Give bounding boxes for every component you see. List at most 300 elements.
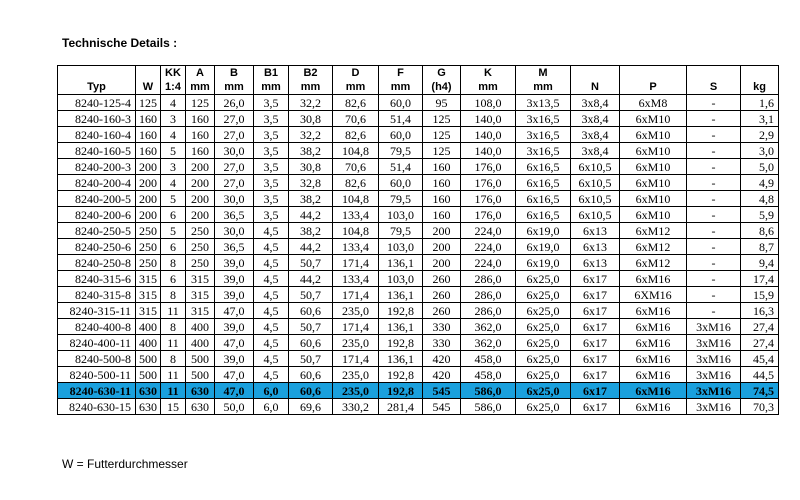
table-cell: 50,7 — [289, 351, 333, 367]
table-cell: 420 — [423, 367, 461, 383]
table-cell: 3,5 — [254, 159, 289, 175]
table-cell: 250 — [136, 255, 161, 271]
table-cell: 60,6 — [289, 383, 333, 399]
header_top-cell — [741, 66, 779, 80]
table-cell: 82,6 — [333, 95, 379, 111]
table-cell: 44,2 — [289, 271, 333, 287]
table-cell: 6x13 — [571, 255, 620, 271]
table-cell: 4,5 — [254, 335, 289, 351]
table-cell: 8 — [161, 287, 186, 303]
type-cell: 8240-160-5 — [58, 143, 136, 159]
table-cell: 27,0 — [215, 111, 254, 127]
table-cell: 586,0 — [461, 383, 516, 399]
table-cell: 200 — [186, 159, 215, 175]
table-row — [58, 239, 779, 255]
table-cell: 3,5 — [254, 95, 289, 111]
table-cell: 160 — [423, 159, 461, 175]
table-cell: 330,2 — [333, 399, 379, 415]
table-row — [58, 303, 779, 319]
table-cell: 6x19,0 — [516, 239, 571, 255]
table-cell: 3,5 — [254, 143, 289, 159]
table-cell: 26,0 — [215, 95, 254, 111]
table-cell: 8 — [161, 255, 186, 271]
header-row-bottom — [58, 79, 779, 95]
table-cell: 6,0 — [254, 383, 289, 399]
table-cell: - — [687, 287, 741, 303]
table-cell: 315 — [186, 287, 215, 303]
table-cell: 79,5 — [379, 143, 423, 159]
table-cell: 6 — [161, 271, 186, 287]
table-cell: 330 — [423, 335, 461, 351]
table-cell: 5 — [161, 191, 186, 207]
table-cell: 60,6 — [289, 303, 333, 319]
table-cell: 15,9 — [741, 287, 779, 303]
table-cell: 235,0 — [333, 335, 379, 351]
table-cell: - — [687, 255, 741, 271]
type-cell: 8240-500-11 — [58, 367, 136, 383]
technical-details-table — [57, 65, 779, 415]
table-cell: 79,5 — [379, 223, 423, 239]
table-cell: 60,6 — [289, 335, 333, 351]
table-cell: 5 — [161, 143, 186, 159]
type-cell: 8240-400-8 — [58, 319, 136, 335]
table-cell: 27,0 — [215, 175, 254, 191]
table-row — [58, 367, 779, 383]
table-cell: 32,2 — [289, 127, 333, 143]
table-cell: 4,5 — [254, 351, 289, 367]
table-cell: 6xM10 — [620, 175, 687, 191]
table-cell: 235,0 — [333, 367, 379, 383]
table-row — [58, 127, 779, 143]
table-cell: 6x17 — [571, 287, 620, 303]
table-cell: 6x25,0 — [516, 399, 571, 415]
table-row — [58, 143, 779, 159]
type-cell: 8240-125-4 — [58, 95, 136, 111]
type-cell: 8240-630-15 — [58, 399, 136, 415]
header_top-cell — [136, 66, 161, 80]
table-cell: 6xM12 — [620, 255, 687, 271]
table-cell: 36,5 — [215, 207, 254, 223]
table-cell: 171,4 — [333, 287, 379, 303]
type-cell: 8240-630-11 — [58, 383, 136, 399]
table-cell: 315 — [136, 271, 161, 287]
table-cell: 250 — [186, 239, 215, 255]
table-cell: 6x16,5 — [516, 191, 571, 207]
table-cell: 47,0 — [215, 383, 254, 399]
table-row — [58, 287, 779, 303]
table-cell: 3 — [161, 111, 186, 127]
header_top-cell: B1 — [254, 66, 289, 80]
table-cell: 545 — [423, 383, 461, 399]
table-cell: 6x17 — [571, 383, 620, 399]
table-cell: 4,8 — [741, 191, 779, 207]
header_bottom-cell: mm — [289, 79, 333, 95]
table-cell: 224,0 — [461, 255, 516, 271]
table-cell: 160 — [186, 127, 215, 143]
table-cell: 6 — [161, 239, 186, 255]
table-cell: 8,7 — [741, 239, 779, 255]
table-cell: 27,4 — [741, 319, 779, 335]
table-cell: - — [687, 239, 741, 255]
table-cell: 6x10,5 — [571, 191, 620, 207]
header_top-cell: D — [333, 66, 379, 80]
table-cell: 400 — [186, 335, 215, 351]
type-cell: 8240-500-8 — [58, 351, 136, 367]
table-cell: 8 — [161, 319, 186, 335]
table-cell: 500 — [136, 367, 161, 383]
table-cell: 30,0 — [215, 143, 254, 159]
table-cell: 27,0 — [215, 159, 254, 175]
table-cell: 15 — [161, 399, 186, 415]
table-cell: 4,5 — [254, 367, 289, 383]
table-row — [58, 335, 779, 351]
header_bottom-cell: W — [136, 79, 161, 95]
table-cell: 104,8 — [333, 143, 379, 159]
table-cell: 171,4 — [333, 255, 379, 271]
table-cell: 400 — [186, 319, 215, 335]
table-cell: 176,0 — [461, 207, 516, 223]
table-cell: 4,5 — [254, 303, 289, 319]
table-cell: 200 — [423, 223, 461, 239]
table-cell: 176,0 — [461, 175, 516, 191]
table-cell: 3,1 — [741, 111, 779, 127]
table-cell: 1,6 — [741, 95, 779, 111]
table-cell: 3,5 — [254, 127, 289, 143]
table-cell: 500 — [186, 367, 215, 383]
table-row — [58, 399, 779, 415]
table-cell: 3x8,4 — [571, 95, 620, 111]
table-cell: 6x25,0 — [516, 271, 571, 287]
table-cell: 6xM12 — [620, 223, 687, 239]
table-cell: 6x25,0 — [516, 367, 571, 383]
table-cell: 50,7 — [289, 319, 333, 335]
table-row — [58, 175, 779, 191]
table-cell: 500 — [186, 351, 215, 367]
table-cell: 6x17 — [571, 335, 620, 351]
table-cell: 6xM10 — [620, 111, 687, 127]
table-cell: 315 — [186, 271, 215, 287]
table-cell: 140,0 — [461, 127, 516, 143]
table-cell: 39,0 — [215, 255, 254, 271]
table-cell: 160 — [136, 111, 161, 127]
table-cell: 235,0 — [333, 383, 379, 399]
table-cell: 5,9 — [741, 207, 779, 223]
table-cell: 458,0 — [461, 367, 516, 383]
table-cell: 140,0 — [461, 143, 516, 159]
table-cell: 6xM16 — [620, 351, 687, 367]
table-cell: - — [687, 271, 741, 287]
table-cell: 30,0 — [215, 191, 254, 207]
table-cell: 250 — [186, 223, 215, 239]
table-cell: 6xM10 — [620, 143, 687, 159]
header_top-cell: G — [423, 66, 461, 80]
table-cell: 60,6 — [289, 367, 333, 383]
table-cell: 6xM16 — [620, 399, 687, 415]
table-cell: 630 — [136, 399, 161, 415]
header_bottom-cell: (h4) — [423, 79, 461, 95]
table-cell: - — [687, 207, 741, 223]
table-cell: 200 — [136, 175, 161, 191]
table-cell: 11 — [161, 335, 186, 351]
table-cell: 260 — [423, 303, 461, 319]
table-cell: 250 — [186, 255, 215, 271]
table-cell: 39,0 — [215, 271, 254, 287]
table-cell: 4 — [161, 127, 186, 143]
header_bottom-cell: mm — [186, 79, 215, 95]
table-cell: 6x16,5 — [516, 159, 571, 175]
table-cell: 6x25,0 — [516, 303, 571, 319]
table-cell: 6x25,0 — [516, 383, 571, 399]
table-cell: 38,2 — [289, 223, 333, 239]
header_bottom-cell: kg — [741, 79, 779, 95]
table-cell: - — [687, 191, 741, 207]
type-cell: 8240-250-6 — [58, 239, 136, 255]
table-cell: 4,5 — [254, 319, 289, 335]
table-cell: 500 — [136, 351, 161, 367]
header_top-cell: K — [461, 66, 516, 80]
table-cell: 4 — [161, 175, 186, 191]
table-cell: 108,0 — [461, 95, 516, 111]
table-cell: 6xM16 — [620, 303, 687, 319]
table-cell: 3xM16 — [687, 367, 741, 383]
header_bottom-cell: mm — [215, 79, 254, 95]
table-cell: 6x16,5 — [516, 175, 571, 191]
table-cell: 6x25,0 — [516, 319, 571, 335]
table-cell: 6x17 — [571, 303, 620, 319]
table-cell: - — [687, 159, 741, 175]
table-cell: 160 — [136, 143, 161, 159]
table-cell: 3xM16 — [687, 335, 741, 351]
table-cell: 4,5 — [254, 223, 289, 239]
table-cell: 630 — [186, 383, 215, 399]
table-cell: 160 — [186, 143, 215, 159]
table-cell: 6x17 — [571, 271, 620, 287]
type-cell: 8240-250-8 — [58, 255, 136, 271]
table-cell: 50,7 — [289, 287, 333, 303]
table-row — [58, 207, 779, 223]
header_top-cell — [620, 66, 687, 80]
table-cell: 3x16,5 — [516, 111, 571, 127]
type-cell: 8240-200-5 — [58, 191, 136, 207]
type-cell: 8240-250-5 — [58, 223, 136, 239]
type-cell: 8240-200-6 — [58, 207, 136, 223]
table-cell: 171,4 — [333, 319, 379, 335]
table-cell: 200 — [186, 207, 215, 223]
table-cell: 47,0 — [215, 367, 254, 383]
table-cell: 6xM10 — [620, 191, 687, 207]
table-cell: 70,6 — [333, 111, 379, 127]
table-cell: 3xM16 — [687, 383, 741, 399]
table-cell: 3,0 — [741, 143, 779, 159]
table-cell: 125 — [423, 127, 461, 143]
table-cell: 420 — [423, 351, 461, 367]
table-cell: 4,5 — [254, 255, 289, 271]
table-cell: 315 — [136, 287, 161, 303]
table-row — [58, 351, 779, 367]
type-cell: 8240-200-3 — [58, 159, 136, 175]
header_bottom-cell: 1:4 — [161, 79, 186, 95]
table-cell: 176,0 — [461, 191, 516, 207]
table-cell: 6x25,0 — [516, 287, 571, 303]
table-cell: 9,4 — [741, 255, 779, 271]
type-cell: 8240-400-11 — [58, 335, 136, 351]
table-cell: 6x19,0 — [516, 255, 571, 271]
table-cell: 6xM10 — [620, 159, 687, 175]
table-cell: 6x17 — [571, 319, 620, 335]
table-cell: 260 — [423, 287, 461, 303]
table-cell: 6xM16 — [620, 271, 687, 287]
table-cell: 8,6 — [741, 223, 779, 239]
table-cell: 69,6 — [289, 399, 333, 415]
table-cell: 6x10,5 — [571, 207, 620, 223]
table-cell: - — [687, 127, 741, 143]
table-cell: 39,0 — [215, 351, 254, 367]
header_bottom-cell: S — [687, 79, 741, 95]
table-cell: 6xM16 — [620, 319, 687, 335]
table-cell: 6x19,0 — [516, 223, 571, 239]
table-cell: 200 — [136, 191, 161, 207]
table-cell: 6x10,5 — [571, 159, 620, 175]
table-cell: 3x16,5 — [516, 127, 571, 143]
table-cell: 133,4 — [333, 207, 379, 223]
table-cell: 6xM10 — [620, 127, 687, 143]
table-cell: 136,1 — [379, 287, 423, 303]
table-cell: 362,0 — [461, 335, 516, 351]
table-cell: 136,1 — [379, 351, 423, 367]
table-cell: 70,3 — [741, 399, 779, 415]
table-cell: 3x13,5 — [516, 95, 571, 111]
table-cell: 3xM16 — [687, 351, 741, 367]
table-cell: 104,8 — [333, 191, 379, 207]
table-cell: 17,4 — [741, 271, 779, 287]
table-cell: 6x16,5 — [516, 207, 571, 223]
table-cell: 6xM12 — [620, 239, 687, 255]
header_bottom-cell: mm — [379, 79, 423, 95]
table-row — [58, 383, 779, 399]
table-cell: 51,4 — [379, 159, 423, 175]
header_top-cell — [58, 66, 136, 80]
table-cell: 3x8,4 — [571, 143, 620, 159]
table-cell: 3xM16 — [687, 319, 741, 335]
header_top-cell: A — [186, 66, 215, 80]
table-cell: 39,0 — [215, 287, 254, 303]
table-cell: 125 — [136, 95, 161, 111]
table-cell: - — [687, 303, 741, 319]
table-cell: 2,9 — [741, 127, 779, 143]
table-cell: - — [687, 95, 741, 111]
type-cell: 8240-315-6 — [58, 271, 136, 287]
table-cell: 5,0 — [741, 159, 779, 175]
table-cell: 136,1 — [379, 319, 423, 335]
header_top-cell: B — [215, 66, 254, 80]
table-cell: 250 — [136, 223, 161, 239]
table-cell: 160 — [423, 207, 461, 223]
table-cell: 47,0 — [215, 335, 254, 351]
table-cell: 586,0 — [461, 399, 516, 415]
table-row — [58, 111, 779, 127]
table-cell: 6x25,0 — [516, 335, 571, 351]
table-cell: 133,4 — [333, 239, 379, 255]
table-cell: 235,0 — [333, 303, 379, 319]
table-cell: 6xM16 — [620, 335, 687, 351]
header_bottom-cell: mm — [461, 79, 516, 95]
table-cell: 3x8,4 — [571, 127, 620, 143]
table-cell: 6x13 — [571, 223, 620, 239]
table-cell: 30,8 — [289, 159, 333, 175]
table-row — [58, 255, 779, 271]
table-cell: 6x25,0 — [516, 351, 571, 367]
table-cell: 362,0 — [461, 319, 516, 335]
table-cell: 6xM16 — [620, 383, 687, 399]
header_top-cell: M — [516, 66, 571, 80]
table-cell: 3xM16 — [687, 399, 741, 415]
table-body — [58, 95, 779, 415]
table-cell: 6 — [161, 207, 186, 223]
table-cell: 38,2 — [289, 143, 333, 159]
table-cell: 74,5 — [741, 383, 779, 399]
header_top-cell — [571, 66, 620, 80]
table-cell: 286,0 — [461, 303, 516, 319]
table-cell: 200 — [186, 191, 215, 207]
table-cell: 6xM10 — [620, 207, 687, 223]
table-cell: 286,0 — [461, 287, 516, 303]
table-cell: 140,0 — [461, 111, 516, 127]
table-cell: 11 — [161, 303, 186, 319]
table-cell: 51,4 — [379, 111, 423, 127]
header_top-cell: F — [379, 66, 423, 80]
table-cell: 39,0 — [215, 319, 254, 335]
table-cell: 160 — [423, 191, 461, 207]
table-cell: 6XM16 — [620, 287, 687, 303]
table-cell: 30,0 — [215, 223, 254, 239]
table-cell: 3x16,5 — [516, 143, 571, 159]
table-cell: 286,0 — [461, 271, 516, 287]
table-cell: 133,4 — [333, 271, 379, 287]
table-cell: 44,2 — [289, 207, 333, 223]
table-cell: 8 — [161, 351, 186, 367]
table-cell: 79,5 — [379, 191, 423, 207]
table-cell: 545 — [423, 399, 461, 415]
table-cell: - — [687, 223, 741, 239]
table-cell: 3x8,4 — [571, 111, 620, 127]
table-cell: 6x17 — [571, 399, 620, 415]
table-cell: 70,6 — [333, 159, 379, 175]
table-cell: - — [687, 175, 741, 191]
table-cell: 200 — [186, 175, 215, 191]
table-cell: 224,0 — [461, 239, 516, 255]
table-row — [58, 271, 779, 287]
table-cell: 315 — [186, 303, 215, 319]
table-cell: 6x10,5 — [571, 175, 620, 191]
table-cell: 103,0 — [379, 271, 423, 287]
table-cell: 103,0 — [379, 239, 423, 255]
type-cell: 8240-160-3 — [58, 111, 136, 127]
table-cell: 16,3 — [741, 303, 779, 319]
table-cell: 27,0 — [215, 127, 254, 143]
table-cell: 103,0 — [379, 207, 423, 223]
header_bottom-cell: Typ — [58, 79, 136, 95]
table-cell: 3 — [161, 159, 186, 175]
table-cell: 192,8 — [379, 303, 423, 319]
table-cell: 60,0 — [379, 127, 423, 143]
table-cell: 281,4 — [379, 399, 423, 415]
table-cell: 176,0 — [461, 159, 516, 175]
table-cell: 30,8 — [289, 111, 333, 127]
table-cell: 260 — [423, 271, 461, 287]
header_bottom-cell: mm — [254, 79, 289, 95]
table-cell: 160 — [136, 127, 161, 143]
table-cell: 6,0 — [254, 399, 289, 415]
